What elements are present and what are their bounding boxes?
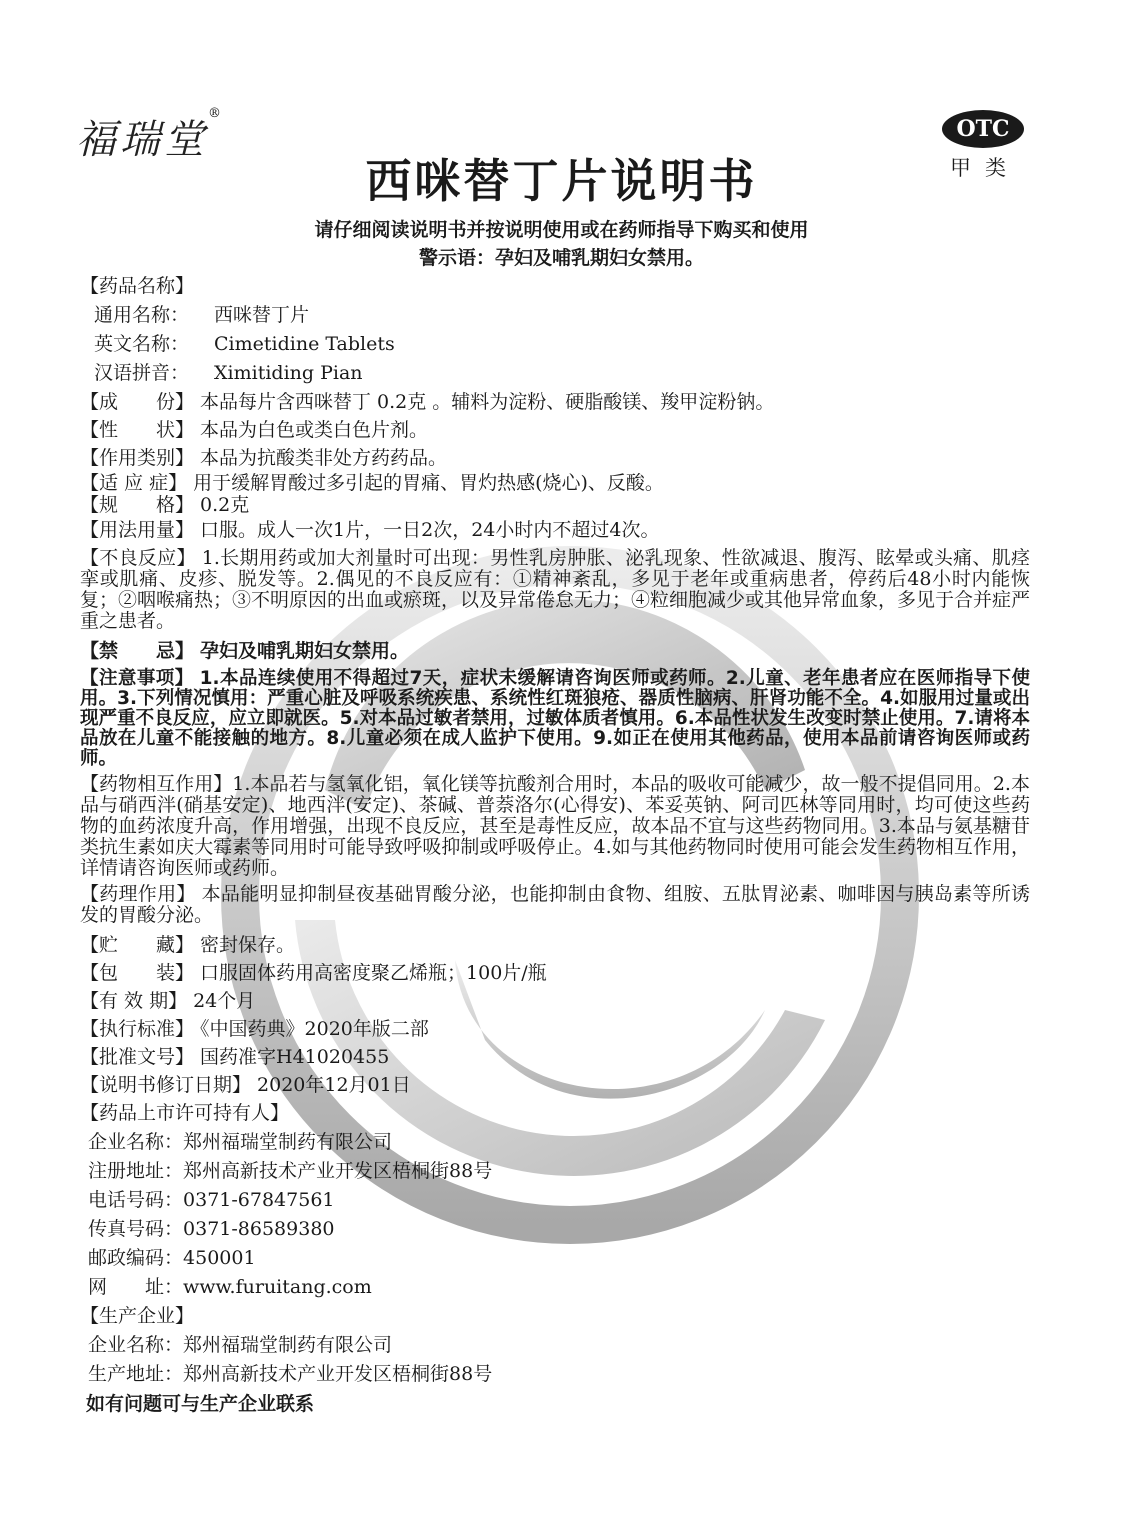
spec-row xyxy=(80,494,1030,516)
character-row xyxy=(80,416,1030,444)
approval-label: 【批准文号】 xyxy=(80,1046,195,1068)
leaflet-body xyxy=(80,272,1030,1419)
standard-label: 【执行标准】 xyxy=(80,1018,195,1040)
approval-row xyxy=(80,1043,1030,1071)
revision-row xyxy=(80,1071,1030,1099)
holder-fax-label: 传真号码： xyxy=(88,1218,184,1240)
standard-row xyxy=(80,1015,1030,1043)
indications-row xyxy=(80,472,1030,494)
spec-text: 0.2克 xyxy=(200,494,250,516)
ingredients-row xyxy=(80,388,1030,416)
character-label: 【性 状】 xyxy=(80,419,195,441)
package-text: 口服固体药用高密度聚乙烯瓶；100片/瓶 xyxy=(200,962,547,984)
precautions-label: 【注意事项】 xyxy=(80,668,194,689)
holder-zip-label: 邮政编码： xyxy=(88,1247,184,1269)
holder-phone-row xyxy=(80,1186,1030,1215)
holder-web-label: 网 址： xyxy=(88,1276,184,1298)
spec-label: 【规 格】 xyxy=(80,494,195,516)
otc-class-label: 甲类 xyxy=(950,156,1020,180)
generic-name-label: 通用名称： xyxy=(94,304,190,326)
holder-fax-value: 0371-86589380 xyxy=(183,1218,335,1240)
drug-interactions xyxy=(80,774,1030,879)
warning-text: 警示语：孕妇及哺乳期妇女禁用。 xyxy=(418,247,704,269)
category-row xyxy=(80,444,1030,472)
registered-mark: ® xyxy=(208,106,221,121)
english-name-value: Cimetidine Tablets xyxy=(214,333,395,355)
approval-text: 国药准字H41020455 xyxy=(200,1046,390,1068)
adverse-label: 【不良反应】 xyxy=(80,547,196,569)
pinyin-name-label: 汉语拼音： xyxy=(94,362,190,384)
pharmacology-text: 本品能明显抑制昼夜基础胃酸分泌，也能抑制由食物、组胺、五肽胃泌素、咖啡因与胰岛素等所诱发的胃酸分泌。 xyxy=(80,883,1030,926)
pharmacology-label: 【药理作用】 xyxy=(80,883,196,905)
manufacturer-company-label: 企业名称： xyxy=(88,1334,184,1356)
holder-web-row xyxy=(80,1273,1030,1302)
adverse-reactions xyxy=(80,548,1030,632)
contact-note: 如有问题可与生产企业联系 xyxy=(86,1393,315,1415)
pharmacology xyxy=(80,884,1030,926)
contra-label: 【禁 忌】 xyxy=(80,640,195,662)
generic-name-row xyxy=(80,301,1030,330)
pinyin-name-value: Ximitiding Pian xyxy=(214,362,363,384)
manufacturer-company-row xyxy=(80,1331,1030,1360)
manufacturer-address-value: 郑州高新技术产业开发区梧桐街88号 xyxy=(183,1363,493,1385)
page-title: 西咪替丁片说明书 xyxy=(365,154,758,208)
storage-row xyxy=(80,931,1030,959)
manufacturer-address-label: 生产地址： xyxy=(88,1363,184,1385)
holder-web-value: www.furuitang.com xyxy=(183,1276,372,1298)
precautions xyxy=(80,669,1030,769)
dosage-text: 口服。成人一次1片，一日2次，24小时内不超过4次。 xyxy=(200,519,660,541)
interactions-label: 【药物相互作用】 xyxy=(80,773,233,795)
drug-name-header: 【药品名称】 xyxy=(80,275,195,297)
manufacturer-address-row xyxy=(80,1360,1030,1389)
holder-company-label: 企业名称： xyxy=(88,1131,184,1153)
holder-address-row xyxy=(80,1157,1030,1186)
package-label: 【包 装】 xyxy=(80,962,195,984)
holder-company-value: 郑州福瑞堂制药有限公司 xyxy=(183,1131,393,1153)
revision-label: 【说明书修订日期】 xyxy=(80,1074,252,1096)
contra-text: 孕妇及哺乳期妇女禁用。 xyxy=(200,640,410,662)
holder-phone-value: 0371-67847561 xyxy=(183,1189,335,1211)
package-row xyxy=(80,959,1030,987)
validity-row xyxy=(80,987,1030,1015)
indications-label: 【适 应 症】 xyxy=(80,472,188,494)
standard-text: 《中国药典》2020年版二部 xyxy=(200,1018,429,1040)
reading-instruction: 请仔细阅读说明书并按说明使用或在药师指导下购买和使用 xyxy=(314,219,809,241)
english-name-row xyxy=(80,330,1030,359)
manufacturer-header: 【生产企业】 xyxy=(80,1305,195,1327)
revision-text: 2020年12月01日 xyxy=(257,1074,411,1096)
holder-address-value: 郑州高新技术产业开发区梧桐街88号 xyxy=(183,1160,493,1182)
pinyin-name-row xyxy=(80,359,1030,388)
brand-logo: 福瑞堂 xyxy=(76,117,208,163)
manufacturer-company-value: 郑州福瑞堂制药有限公司 xyxy=(183,1334,393,1356)
english-name-label: 英文名称： xyxy=(94,333,190,355)
indications-text: 用于缓解胃酸过多引起的胃痛、胃灼热感(烧心)、反酸。 xyxy=(193,472,664,494)
holder-zip-value: 450001 xyxy=(183,1247,256,1269)
contraindications-row xyxy=(80,637,1030,665)
holder-phone-label: 电话号码： xyxy=(88,1189,184,1211)
ingredients-label: 【成 份】 xyxy=(80,391,195,413)
interactions-text: 1.本品若与氢氧化铝，氧化镁等抗酸剂合用时，本品的吸收可能减少，故一般不提倡同用。2.本品与硝西泮(硝基安定)、地西泮(安定)、茶碱、普萘洛尔(心得安)、苯妥英钠、阿司匹林等同用时，均可使这些药物的血药浓度升高，作用增强，出现不良反应，甚至是毒性反应，故本品不宜与这些药物同用。3.本品与氨基糖苷类抗生素如庆大霉素等同用时可能导致呼吸抑制或呼吸停止。4.如与其他药物同时使用可能会发生药物相互作用，详情请咨询医师或药师。 xyxy=(80,773,1030,879)
adverse-text: 1.长期用药或加大剂量时可出现：男性乳房肿胀、泌乳现象、性欲减退、腹泻、眩晕或头痛、肌痉挛或肌痛、皮疹、脱发等。2.偶见的不良反应有：①精神紊乱，多见于老年或重病患者，停药后48小时内能恢复；②咽喉痛热；③不明原因的出血或瘀斑，以及异常倦怠无力；④粒细胞减少或其他异常血象，多见于合并症严重之患者。 xyxy=(80,547,1031,632)
dosage-row xyxy=(80,516,1030,544)
holder-fax-row xyxy=(80,1215,1030,1244)
holder-zip-row xyxy=(80,1244,1030,1273)
character-text: 本品为白色或类白色片剂。 xyxy=(200,419,429,441)
validity-text: 24个月 xyxy=(193,990,256,1012)
ingredients-text: 本品每片含西咪替丁 0.2克 。辅料为淀粉、硬脂酸镁、羧甲淀粉钠。 xyxy=(200,391,775,413)
storage-text: 密封保存。 xyxy=(200,934,296,956)
holder-address-label: 注册地址： xyxy=(88,1160,184,1182)
holder-company-row xyxy=(80,1128,1030,1157)
validity-label: 【有 效 期】 xyxy=(80,990,188,1012)
generic-name-value: 西咪替丁片 xyxy=(214,304,310,326)
otc-badge: OTC xyxy=(942,110,1024,148)
dosage-label: 【用法用量】 xyxy=(80,519,195,541)
category-text: 本品为抗酸类非处方药药品。 xyxy=(200,447,448,469)
category-label: 【作用类别】 xyxy=(80,447,195,469)
storage-label: 【贮 藏】 xyxy=(80,934,195,956)
holder-header: 【药品上市许可持有人】 xyxy=(80,1102,290,1124)
precautions-text: 1.本品连续使用不得超过7天，症状未缓解请咨询医师或药师。2.儿童、老年患者应在医师指导下使用。3.下列情况慎用：严重心脏及呼吸系统疾患、系统性红斑狼疮、器质性脑病、肝肾功能不全。4.如服用过量或出现严重不良反应，应立即就医。5.对本品过敏者禁用，过敏体质者慎用。6.本品性状发生改变时禁止使用。7.请将本品放在儿童不能接触的地方。8.儿童必须在成人监护下使用。9.如正在使用其他药品，使用本品前请咨询医师或药师。 xyxy=(80,668,1030,769)
